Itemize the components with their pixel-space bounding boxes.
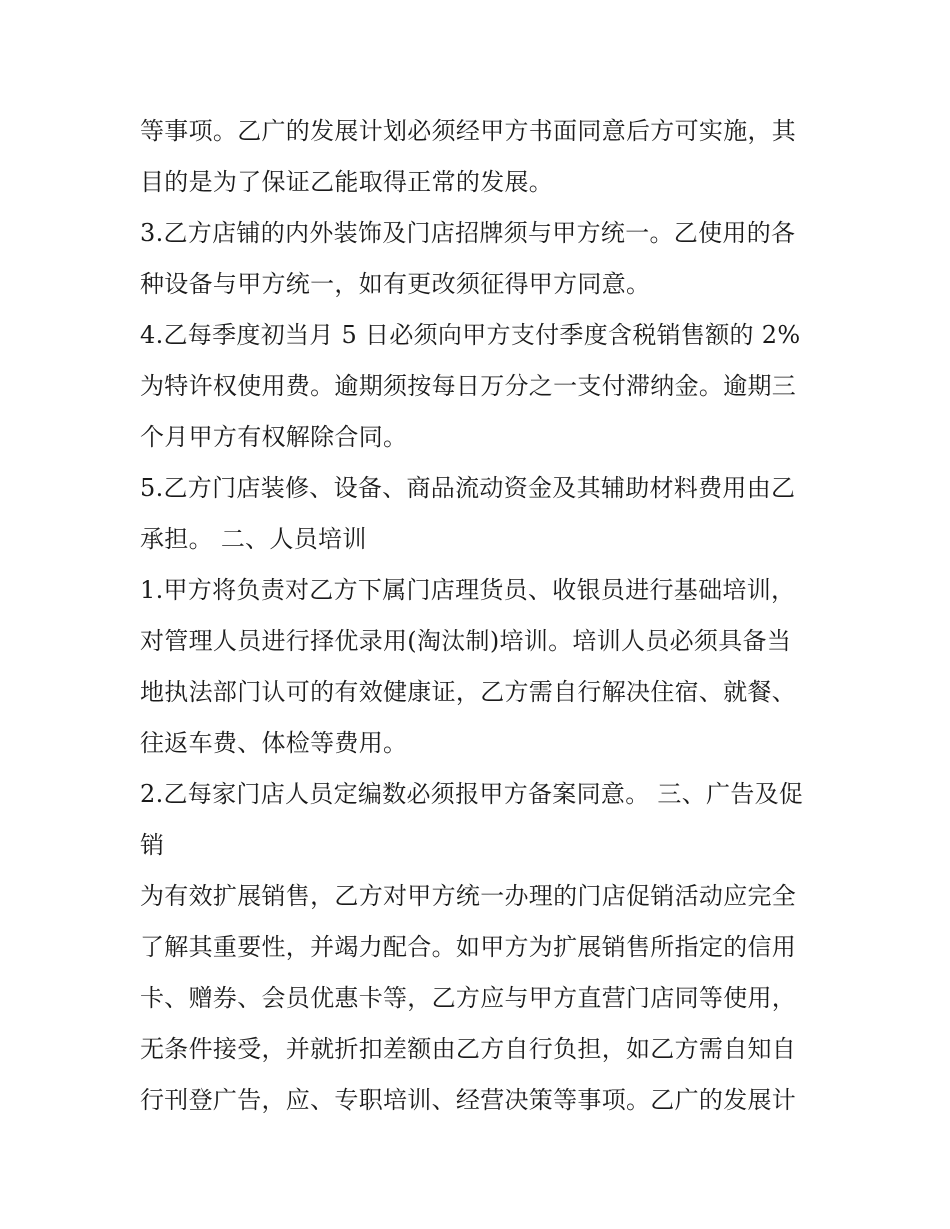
text-line: 了解其重要性，并竭力配合。如甲方为扩展销售所指定的信用 (140, 933, 797, 961)
text-line: 往返车费、体检等费用。 (140, 729, 408, 757)
text-line: 2.乙每家门店人员定编数必须报甲方备案同意。 三、广告及促 (140, 780, 804, 808)
text-line: 行刊登广告，应、专职培训、经营决策等事项。乙广的发展计 (140, 1086, 797, 1114)
text-line: 1.甲方将负责对乙方下属门店理货员、收银员进行基础培训， (140, 576, 796, 604)
text-line: 等事项。乙广的发展计划必须经甲方书面同意后方可实施，其 (140, 117, 797, 145)
text-line: 目的是为了保证乙能取得正常的发展。 (140, 168, 554, 196)
text-line: 地执法部门认可的有效健康证，乙方需自行解决住宿、就餐、 (140, 678, 797, 706)
text-line: 5.乙方门店装修、设备、商品流动资金及其辅助材料费用由乙 (140, 474, 796, 502)
text-line: 对管理人员进行择优录用(淘汰制)培训。培训人员必须具备当 (140, 627, 792, 655)
text-line: 销 (140, 831, 165, 859)
text-line: 为有效扩展销售，乙方对甲方统一办理的门店促销活动应完全 (140, 882, 797, 910)
text-line: 卡、赠券、会员优惠卡等，乙方应与甲方直营门店同等使用， (140, 984, 797, 1012)
document-body (140, 106, 820, 1126)
text-line: 4.乙每季度初当月 5 日必须向甲方支付季度含税销售额的 2% (140, 321, 801, 349)
text-line: 为特许权使用费。逾期须按每日万分之一支付滞纳金。逾期三 (140, 372, 797, 400)
text-line: 种设备与甲方统一，如有更改须征得甲方同意。 (140, 270, 651, 298)
text-line: 承担。 二、人员培训 (140, 525, 367, 553)
text-line: 无条件接受，并就折扣差额由乙方自行负担，如乙方需自知自 (140, 1035, 797, 1063)
text-line: 个月甲方有权解除合同。 (140, 423, 408, 451)
text-line: 3.乙方店铺的内外装饰及门店招牌须与甲方统一。乙使用的各 (140, 219, 796, 247)
